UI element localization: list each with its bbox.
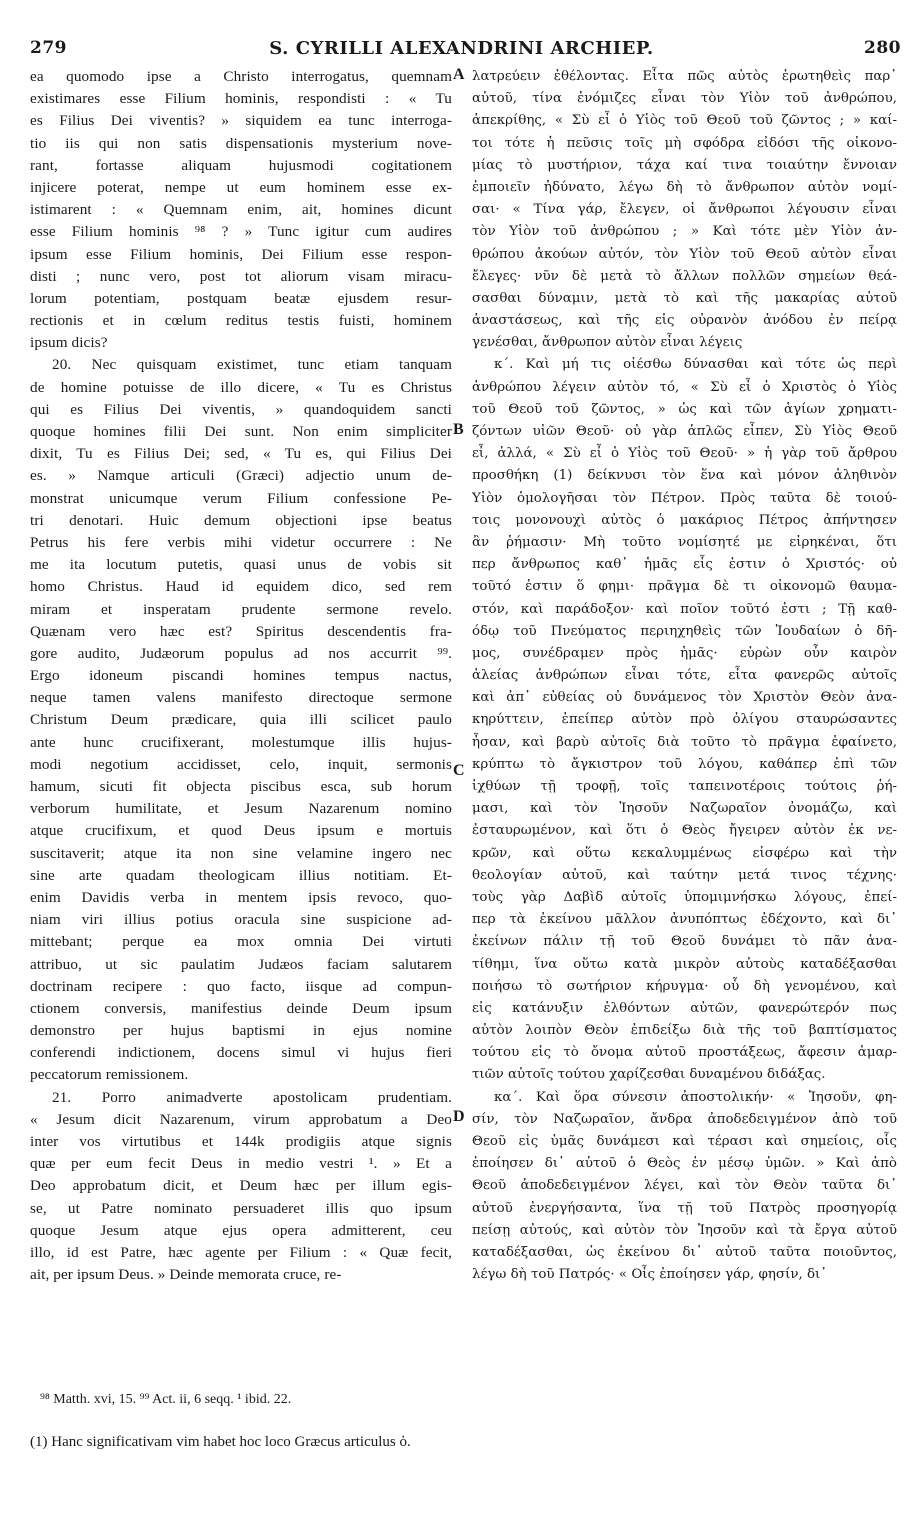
greek-text-line: ἀναστάσεως, καὶ τῆς εἰς οὐρανὸν ἀνόδου ἐν πείρᾳ [472, 313, 897, 329]
latin-text-line: quoque homines filii Dei sunt. Non enim simpliciter [30, 423, 452, 440]
greek-text-line: περ ἄνθρωπος καθ᾽ ἡμᾶς εἷς ἐστιν ὁ Χριστός· οὐ [472, 557, 897, 573]
latin-text-line: es. » Namque articuli (Græci) adjectio unum de- [30, 467, 452, 485]
latin-text-line: ipsum esse Filium hominis, Dei Filium esse respon- [30, 245, 452, 263]
greek-text-line: Θεοῦ ἀποδεδειγμένον λέγει, καὶ τὸν Θεὸν ταῦτα δι᾽ [472, 1178, 897, 1194]
running-title: S. CYRILLI ALEXANDRINI ARCHIEP. [269, 38, 654, 59]
greek-text-line: ἐσταυρωμένον, καὶ ὅτι ὁ Θεὸς ἤγειρεν αὐτὸν ἐκ νε- [472, 823, 897, 839]
latin-text-line: rectionis et in cœlum reditus testis fuisti, hominem [30, 312, 452, 330]
greek-text-line: μος, συνέδραμεν πρὸς ἡμᾶς· εὑρὼν οὖν καιρὸν [472, 645, 897, 661]
greek-text-line: τούτου εἰς τὸ ὄνομα αὐτοῦ προστάξεως, ἄφεσιν ἁμαρ- [472, 1045, 897, 1061]
latin-text-line: quoque Jesum atque ejus opera admitterent, ceu [30, 1221, 452, 1239]
latin-text-line: tri denotari. Huic demum objectioni ipse beatus [30, 511, 452, 529]
greek-text-line: στόν, καὶ παράδοξον· καὶ ποῖον τοῦτό ἐστι ; Τῇ καθ- [472, 601, 897, 617]
latin-text-line: ait, per ipsum Deus. » Deinde memorata cruce, re- [30, 1266, 342, 1284]
latin-column [30, 66, 452, 1286]
greek-text-line: σασθαι δύναμιν, μετὰ τὸ καὶ τῆς μακαρίας αὐτοῦ [472, 290, 897, 306]
page-number-left: 279 [30, 38, 67, 58]
greek-text-line: ἐκείνων πάλιν τῇ τοῦ Θεοῦ δυνάμει τὸ πᾶν ἀνα- [472, 934, 897, 950]
latin-text-line: ctionem conversis, manifestius deinde Deum ipsum [30, 999, 452, 1017]
greek-text-line: αὐτοῦ, τίνα ἐνόμιζες εἶναι τὸν Υἱὸν τοῦ ἀνθρώπου, [472, 91, 897, 107]
greek-text-line: όδῳ τοῦ Πνεύματος περιηχηθεὶς τῶν Ἰουδαίων ὁ δῆ- [472, 623, 897, 639]
greek-text-line: τοὺς γὰρ Δαβὶδ αὐτοῖς ὑπομιμνήσκω λόγους, ἐπεί- [472, 889, 897, 905]
greek-text-line: σαι· « Τίνα γάρ, ἔλεγεν, οἱ ἄνθρωποι λέγουσιν εἶναι [472, 202, 897, 218]
latin-text-line: monstrat unicumque verum Filium confessione Pe- [30, 489, 452, 507]
latin-text-line: gore audito, Judæorum populus ad nos accurrit ⁹⁹. [30, 644, 452, 662]
greek-text-line: ἂν ῥήμασιν· Μὴ τοῦτο νομίσητέ με εἰρηκέναι, ὅτι [472, 534, 897, 550]
latin-text-line: miram et insperatam prudente sermone revelo. [30, 600, 452, 618]
greek-text-line: Θεοῦ εἰς ὑμᾶς δυνάμεσι καὶ τέρασι καὶ σημείοις, οἷς [472, 1134, 897, 1149]
greek-text-line: αὐτοῦ ἐνεργήσαντα, ἵνα τῇ τοῦ Πατρὸς προσηγορίᾳ [472, 1200, 897, 1216]
greek-text-line: ἰχθύων τῇ τροφῇ, τοῖς ταπεινοτέροις τούτοις ῥή- [472, 779, 897, 794]
greek-text-line: ἐποίησεν δι᾽ αὐτοῦ ὁ Θεὸς ἐν μέσῳ ὑμῶν. » Καὶ ἀπὸ [472, 1156, 897, 1172]
greek-text-line: τιῶν αὐτοῖς τούτου χαρίζεσθαι δυναμένου διδάξας. [472, 1067, 826, 1083]
latin-text-line: 20. Nec quisquam existimet, tunc etiam tanquam [52, 356, 452, 374]
greek-text-line: τοις μονονουχὶ αὐτὸς ὁ μακάριος Πέτρος ἀπήντησεν [472, 512, 897, 528]
greek-text-line: ἀνθρώπου λέγειν αὐτὸν τό, « Σὺ εἶ ὁ Χριστὸς ὁ Υἱὸς [472, 379, 897, 395]
greek-text-line: ποιήσω τὸ σωτήριον κήρυγμα· οὗ δὴ γενομένου, καὶ [472, 978, 897, 994]
margin-marker-d: D [453, 1108, 465, 1125]
greek-text-line: κα΄. Καὶ ὅρα σύνεσιν ἀποστολικήν· « Ἰησοῦν, φη- [494, 1089, 897, 1105]
greek-text-line: ἁλείας ἀνθρώπων εἶναι τότε, εἶτα φανερῶς αὐτοῖς [472, 668, 897, 684]
latin-text-line: illo, id est Patre, hæc agente per Filium : « Quæ fecit, [30, 1243, 452, 1261]
greek-text-line: περ τὰ ἐκείνου μᾶλλον ἀνυπόπτως ἐδέχοντο, καὶ δι᾽ [472, 912, 897, 928]
greek-text-line: εἰς κατάνυξιν ἐλθόντων αὐτῶν, φανερώτερόν πως [472, 1000, 897, 1016]
greek-text-line: πείσῃ αὐτούς, καὶ αὐτὸν τὸν Ἰησοῦν καὶ τὰ ἔργα αὐτοῦ [472, 1222, 897, 1238]
latin-text-line: suscitaverit; atque ita non sine velamine ingero nec [30, 844, 452, 862]
latin-text-line: demonstro per hujus baptismi in ejus nomine [30, 1022, 452, 1040]
latin-text-line: tio iis qui non satis dispensationis mysterium nove- [30, 134, 452, 152]
latin-text-line: conferendi indictionem, docens simul vi hujus fieri [30, 1044, 452, 1062]
greek-text-line: μασι, καὶ τὸν Ἰησοῦν Ναζωραῖον ὀνομάζω, καὶ [472, 801, 897, 817]
latin-text-line: de homine potuisse de illo dicere, « Tu es Christus [30, 378, 452, 396]
greek-text-line: αὐτὸν λοιπὸν Θεὸν ἐπιδείξω διὰ τῆς τοῦ βαπτίσματος [472, 1023, 897, 1039]
greek-text-line: τοῦτό ἐστιν ὅ φημι· πρᾶγμα δὲ τι οἰκονομῶ θαυμα- [472, 579, 897, 595]
greek-text-line: ἔλεγες· νῦν δὲ μετὰ τὸ ἄλλων πολλῶν σημείων θεά- [472, 268, 897, 284]
latin-text-line: se, ut Patre nominato persuaderet illis quo ipsum [30, 1199, 452, 1217]
greek-text-line: κηρύττειν, ἐπείπερ αὐτὸν πρὸ ὀλίγου σταυρώσαντες [472, 712, 897, 728]
greek-text-line: τοῦ Θεοῦ τοῦ ζῶντος, » ὡς καὶ τῶν ἁγίων χρηματι- [472, 401, 897, 417]
greek-text-line: τίθημι, ἵνα οὕτω κατὰ μικρὸν αὐτοὺς καταδέξασθαι [472, 956, 897, 972]
greek-text-line: θεολογίαν αὐτοῦ, καὶ ταύτην μετά τινος τέχνης· [472, 867, 897, 883]
latin-text-line: ante hunc crucifixerant, molestumque illis hujus- [30, 733, 452, 751]
latin-text-line: Christum Deum prædicare, quia illi scilicet paulo [30, 711, 452, 729]
greek-text-line: Υἱὸν ὁμολογῆσαι τὸν Πέτρον. Πρὸς ταῦτα δὲ τοιού- [472, 490, 897, 506]
latin-text-line: quæ per eum fecit Deus in medio vestri ¹. » Et a [30, 1155, 452, 1173]
greek-text-line: κρύπτω τὸ ἄγκιστρον τοῦ λόγου, καθάπερ ἐπὶ τῶν [472, 756, 897, 772]
latin-text-line: « Jesum dicit Nazarenum, virum approbatum a Deo [30, 1110, 452, 1128]
greek-text-line: προσθήκη (1) δείκνυσι τὸν ἕνα καὶ μόνον ἀληθινὸν [472, 468, 897, 484]
greek-text-line: ζόντων υἱῶν Θεοῦ· οὐ γὰρ ἁπλῶς εἶπεν, Σὺ Υἱὸς Θεοῦ [472, 424, 897, 439]
margin-marker-b: B [453, 421, 464, 438]
latin-text-line: sine arte quadam theologicam illius notitiam. Et- [30, 866, 452, 884]
footnote-greek-article: (1) Hanc significativam vim habet hoc loco Græcus articulus ὁ. [30, 1434, 411, 1450]
latin-text-line: hamum, sicuti fit objecta piscibus esca, sub horum [30, 778, 452, 795]
latin-text-line: Quænam vero hæc est? Spiritus descendentis fra- [30, 622, 452, 640]
latin-text-line: existimares esse Filium hominis, respondisti : « Tu [30, 90, 452, 108]
latin-text-line: inter vos virtutibus et 144k prodigiis atque signis [30, 1133, 452, 1150]
latin-text-line: atque crucifixum, et quod Deus ipsum e mortuis [30, 822, 452, 840]
greek-text-line: λέγω δὴ τοῦ Πατρός· « Οἷς ἐποίησεν γάρ, φησίν, δι᾽ [472, 1267, 827, 1283]
latin-text-line: doctrinam recipere : quo facto, iisque ad compun- [30, 977, 452, 995]
latin-text-line: mittebant; perque ea mox omnia Dei virtuti [30, 933, 452, 951]
greek-text-line: κ΄. Καὶ μή τις οἰέσθω δύνασθαι καὶ τότε ὡς περὶ [494, 357, 897, 373]
latin-text-line: niam viri illius potius oracula sine suspicione ad- [30, 911, 452, 929]
latin-text-line: disti ; nunc vero, post tot aliorum visam miracu- [30, 267, 452, 285]
latin-text-line: rant, fortasse aliquam hujusmodi cogitationem [30, 156, 452, 174]
page-number-right: 280 [864, 38, 901, 58]
latin-text-line: enim Davidis verba in mentem ipsis revoco, quo- [30, 888, 452, 906]
greek-text-line: θρώπου ἀκούων αὐτόν, τὸν Υἱὸν τοῦ Θεοῦ αὐτὸν εἶναι [472, 246, 897, 262]
margin-marker-c: C [453, 762, 465, 779]
latin-text-line: ipsum dicis? [30, 334, 108, 352]
greek-text-line: τὸν Υἱὸν τοῦ ἀνθρώπου ; » Καὶ τότε μὲν Υἱὸν ἀν- [472, 224, 897, 240]
greek-text-line: λατρεύειν ἐθέλοντας. Εἶτα πῶς αὐτὸς ἐρωτηθεὶς παρ᾽ [472, 69, 897, 84]
latin-text-line: qui es Filius Dei viventis, » quandoquidem sancti [30, 400, 452, 418]
greek-column [472, 66, 897, 1286]
margin-marker-a: A [453, 66, 465, 83]
latin-text-line: me ita locutum putetis, quasi unus de vobis sit [30, 556, 452, 574]
greek-text-line: εἶ, ἀλλά, « Σὺ εἶ ὁ Υἱὸς τοῦ Θεοῦ· » ἡ γὰρ τοῦ ἄρθρου [472, 446, 897, 462]
latin-text-line: verborum humilitate, et Jesum Nazarenum nomino [30, 800, 452, 818]
latin-text-line: lorum potentiam, postquam beatæ ejusdem resur- [30, 289, 452, 307]
footnotes-references: ⁹⁸ Matth. xvi, 15. ⁹⁹ Act. ii, 6 seqq. ¹ ibid. 22. [40, 1392, 292, 1407]
greek-text-line: σίν, τὸν Ναζωραῖον, ἄνδρα ἀποδεδειγμένον ἀπὸ τοῦ [472, 1111, 897, 1127]
greek-text-line: ἀπεκρίθης, « Σὺ εἶ ὁ Υἱὸς τοῦ Θεοῦ τοῦ ζῶντος ; » καί- [472, 113, 897, 129]
latin-text-line: homo Christus. Haud id equidem dico, sed rem [30, 578, 452, 596]
latin-text-line: Deo approbatum dicit, et Deum hæc per illum egis- [30, 1177, 452, 1195]
latin-text-line: attribuo, ut sic paulatim Judæos faciam salutarem [30, 955, 452, 973]
latin-text-line: istimarent : « Quemnam enim, ait, homines dicunt [30, 201, 452, 219]
greek-text-line: καὶ ἀπ᾽ εὐθείας οὐ δυνάμενος τὸν Χριστὸν Θεὸν ἀνα- [472, 690, 897, 706]
latin-text-line: Ergo idoneum piscandi homines tempus nactus, [30, 667, 452, 685]
greek-text-line: καταδέξασθαι, ὡς ἐκείνου δι᾽ αὐτοῦ ταῦτα ποιοῦντος, [472, 1244, 897, 1260]
latin-text-line: Petrus his fere verbis mihi videtur occurrere : Ne [30, 533, 452, 551]
latin-text-line: peccatorum remissionem. [30, 1066, 189, 1084]
greek-text-line: ἐμποιεῖν ἠδύνατο, λέγω δὴ τὸ ἄνθρωπον αὐτὸν νομί- [472, 179, 897, 195]
greek-text-line: κρῶν, καὶ οὕτω κεκαλυμμένως εἰσφέρω καὶ τὴν [472, 845, 897, 861]
latin-text-line: neque tamen valens manifesto directoque sermone [30, 689, 452, 707]
greek-text-line: τοι τότε ἡ πεῦσις τοῖς μὴ σφόδρα εἰδόσι τῆς οἰκονο- [472, 135, 897, 151]
latin-text-line: ea quomodo ipse a Christo interrogatus, quemnam [30, 68, 452, 85]
latin-text-line: esse Filium hominis ⁹⁸ ? » Tunc igitur cum audires [30, 223, 452, 241]
latin-text-line: dixit, Tu es Filius Dei; sed, « Tu es, qui Filius Dei [30, 445, 452, 463]
latin-text-line: injicere poterat, nempe ut eum hominem esse ex- [30, 178, 452, 196]
greek-text-line: ἦσαν, καὶ βαρὺ αὐτοῖς διὰ τοῦτο τὸ πρᾶγμα ἐφαίνετο, [472, 734, 897, 750]
latin-text-line: 21. Porro animadverte apostolicam prudentiam. [52, 1088, 452, 1106]
latin-text-line: es Filius Dei viventis? » siquidem ea tunc interroga- [30, 112, 452, 130]
greek-text-line: μίας τὸ μυστήριον, τάχα καί τινα τοιαύτην ἔννοιαν [472, 157, 897, 173]
greek-text-line: γενέσθαι, ἄνθρωπον αὐτὸν εἶναι λέγεις [472, 335, 743, 351]
latin-text-line: modi negotium accidisset, celo, inquit, sermonis [30, 755, 452, 773]
